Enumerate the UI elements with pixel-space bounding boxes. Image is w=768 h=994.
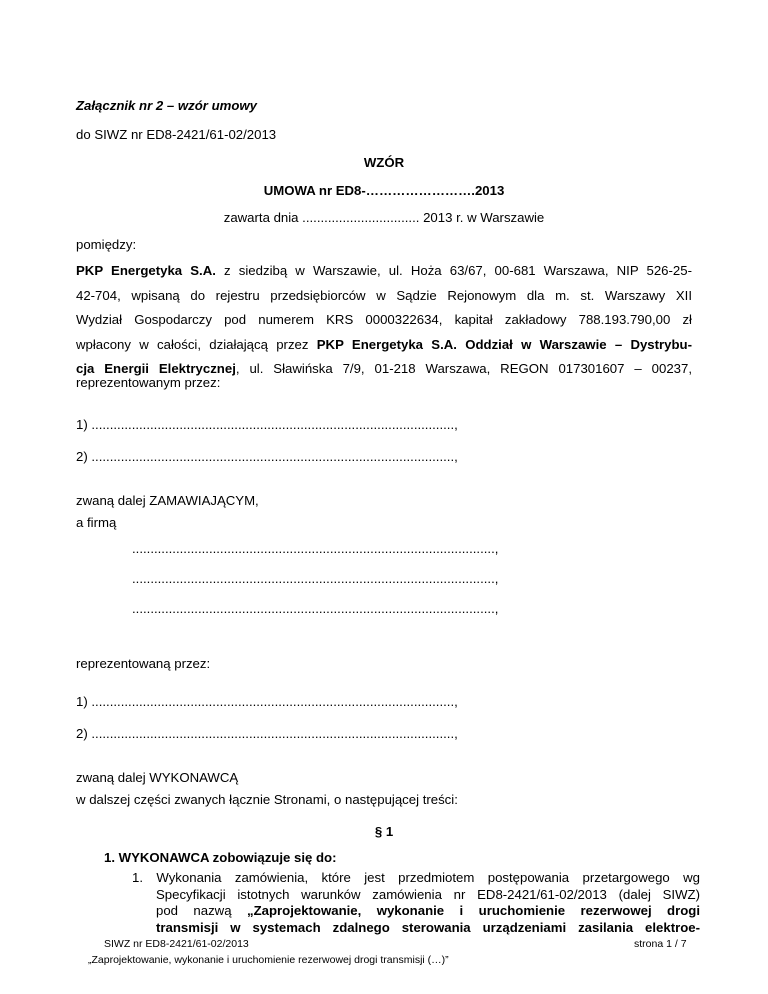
siwz-reference: do SIWZ nr ED8-2421/61-02/2013 [76,127,277,142]
called-zamawiajacy: zwaną dalej ZAMAWIAJĄCYM, [76,493,259,508]
concluded-date: zawarta dnia ................................ 2013 r. w Warszawie [223,210,545,225]
represented-by-label: reprezentowanym przez: [76,375,221,390]
bold-text: PKP Energetyka S.A. [76,263,216,278]
bold-text: transmisji w systemach zdalnego sterowania urządzeniami zasilania elektroe- [156,919,700,935]
representative-1: 1) ..................................................................................................., [76,417,458,432]
text: , ul. Sławińska 7/9, 01-218 Warszawa, REGON 017301607 – 00237, [235,361,692,376]
bold-text: cja Energii Elektrycznej [76,361,236,376]
bold-text: PKP Energetyka S.A. Oddział w Warszawie – Dystrybu- [316,336,692,352]
and-firm-label: a firmą [76,515,117,530]
contract-number: UMOWA nr ED8-…………………….2013 [263,183,505,198]
page-number: strona 1 / 7 [634,938,687,950]
firm-line-2: ..................................................................................................., [132,571,499,586]
representative-2: 2) ..................................................................................................., [76,449,458,464]
section-title: § 1 [374,824,394,839]
attachment-title: Załącznik nr 2 – wzór umowy [76,98,258,113]
jointly-label: w dalszej części zwanych łącznie Stronami, o następującej treści: [76,792,458,807]
text: Wydział Gospodarczy pod numerem KRS 0000322634, kapitał zakładowy 788.193.790,00 zł [76,312,692,327]
represented-by-label-2: reprezentowaną przez: [76,656,211,671]
called-wykonawca: zwaną dalej WYKONAWCĄ [76,770,239,785]
representative-4: 2) ..................................................................................................., [76,726,458,741]
wzor-heading: WZÓR [363,155,405,170]
representative-3: 1) ..................................................................................................., [76,694,458,709]
text: z siedzibą w Warszawie, ul. Hoża 63/67, 00-681 Warszawa, NIP 526-25- [215,263,692,278]
firm-line-3: ..................................................................................................., [132,601,499,616]
text: pod nazwą [156,903,247,918]
footer-siwz: SIWZ nr ED8-2421/61-02/2013 [104,938,249,950]
text: 42-704, wpisaną do rejestru przedsiębiorców w Sądzie Rejonowym dla m. st. Warszawy XII [76,287,692,303]
section-item-1: 1. WYKONAWCA zobowiązuje się do: [104,850,337,865]
text: wpłacony w całości, działającą przez [76,336,317,352]
firm-line-1: ..................................................................................................., [132,541,499,556]
footer-title: „Zaprojektowanie, wykonanie i uruchomienie rezerwowej drogi transmisji (…)” [88,954,449,966]
bold-text: „Zaprojektowanie, wykonanie i uruchomienie rezerwowej drogi [246,903,700,918]
text: Specyfikacji istotnych warunków zamówienia nr ED8-2421/61-02/2013 (dalej SIWZ) [156,886,700,902]
text: 1. Wykonania zamówienia, które jest przedmiotem postępowania przetargowego wg [132,870,700,885]
between-label: pomiędzy: [76,237,137,252]
